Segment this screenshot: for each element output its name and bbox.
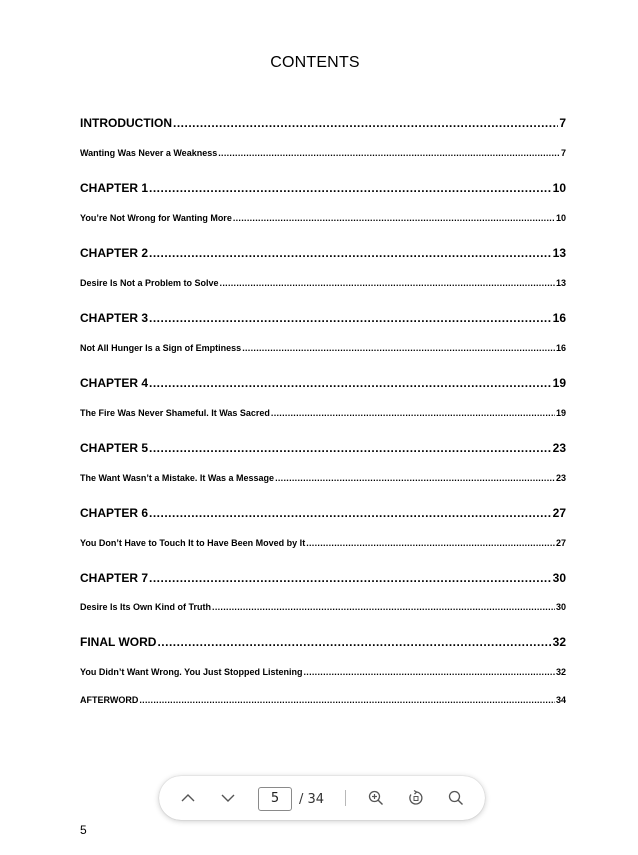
toc-entry[interactable] [80,635,566,649]
toc-entry-page: 30 [555,602,566,612]
toc-entry[interactable] [80,538,566,548]
dot-leader [275,473,555,483]
zoom-in-button[interactable] [364,786,388,810]
dot-leader [149,441,552,455]
zoom-in-icon [367,789,385,807]
dot-leader [149,181,552,195]
toc-entry-label: Wanting Was Never a Weakness [80,148,218,158]
rotate-icon [407,789,425,807]
toc-entry-page: 13 [552,246,566,260]
toc-entry-label: AFTERWORD [80,695,139,705]
page-number-input[interactable]: 5 [258,787,292,811]
toc-entry-label: You Don’t Have to Touch It to Have Been Moved by It [80,538,306,548]
dot-leader [271,408,555,418]
toolbar-divider [345,790,346,806]
toc-entry[interactable] [80,116,566,130]
rotate-button[interactable] [404,786,428,810]
toc-entry-label: CHAPTER 2 [80,246,149,260]
toc-entry-page: 10 [552,181,566,195]
toc-entry[interactable] [80,602,566,612]
toc-entry[interactable] [80,148,566,158]
toc-entry-label: CHAPTER 5 [80,441,149,455]
dot-leader [242,343,555,353]
toc-entry[interactable] [80,667,566,677]
dot-leader [303,667,555,677]
toc-entry-label: The Want Wasn’t a Mistake. It Was a Message [80,473,275,483]
toc-entry-page: 34 [555,695,566,705]
toc-entry[interactable] [80,506,566,520]
toc-entry[interactable] [80,278,566,288]
toc-entry[interactable] [80,181,566,195]
search-button[interactable] [444,786,468,810]
dot-leader [157,635,551,649]
toc-entry[interactable] [80,571,566,585]
dot-leader [139,695,555,705]
dot-leader [149,571,552,585]
toc-entry-page: 32 [552,635,566,649]
toc-title: CONTENTS [270,54,360,71]
toc-entry[interactable] [80,343,566,353]
toc-entry[interactable] [80,246,566,260]
dot-leader [149,506,552,520]
toc-entry[interactable] [80,441,566,455]
page-footer-number: 5 [80,823,87,837]
dot-leader [149,311,552,325]
dot-leader [218,148,560,158]
toc-entry-page: 27 [555,538,566,548]
dot-leader [233,213,555,223]
dot-leader [306,538,555,548]
toc-entry[interactable] [80,311,566,325]
toc-entry-page: 7 [560,148,566,158]
toc-entry-page: 23 [555,473,566,483]
chevron-down-icon [219,789,237,807]
toc-entry-label: FINAL WORD [80,635,157,649]
dot-leader [149,376,552,390]
dot-leader [173,116,558,130]
toc-entry-label: CHAPTER 3 [80,311,149,325]
toc-entry-label: INTRODUCTION [80,116,172,130]
toc-entry-page: 19 [552,376,566,390]
toc-entry[interactable] [80,473,566,483]
toc-entry-page: 7 [559,116,566,130]
toc-entry-page: 23 [552,441,566,455]
dot-leader [149,246,552,260]
dot-leader [220,278,555,288]
toc-entry[interactable] [80,213,566,223]
toc-entry[interactable] [80,408,566,418]
toc-entry-label: The Fire Was Never Shameful. It Was Sacred [80,408,270,418]
toc-entry-label: Desire Is Not a Problem to Solve [80,278,219,288]
page-total-label: / 34 [299,792,325,807]
toc-entry-page: 32 [555,667,566,677]
toc-entry-label: You’re Not Wrong for Wanting More [80,213,232,223]
toc-entry-label: CHAPTER 6 [80,506,149,520]
previous-page-button[interactable] [176,786,200,810]
chevron-up-icon [179,789,197,807]
toc-entry-label: CHAPTER 4 [80,376,149,390]
toc-entry-label: CHAPTER 7 [80,571,149,585]
toc-entry-label: You Didn’t Want Wrong. You Just Stopped Listening [80,667,303,677]
toc-entry-page: 16 [552,311,566,325]
search-icon [447,789,465,807]
toc-entry-label: CHAPTER 1 [80,181,149,195]
toc-entry-page: 30 [552,571,566,585]
toc-entry-page: 16 [555,343,566,353]
toc-entry[interactable] [80,376,566,390]
dot-leader [212,602,555,612]
toc-entry-page: 13 [555,278,566,288]
toc-entry[interactable] [80,695,566,705]
toc-entry-label: Not All Hunger Is a Sign of Emptiness [80,343,242,353]
toc-entry-page: 10 [555,213,566,223]
next-page-button[interactable] [216,786,240,810]
pdf-navigation-toolbar [159,776,485,820]
toc-entry-page: 27 [552,506,566,520]
toc-entry-page: 19 [555,408,566,418]
toc-entry-label: Desire Is Its Own Kind of Truth [80,602,212,612]
